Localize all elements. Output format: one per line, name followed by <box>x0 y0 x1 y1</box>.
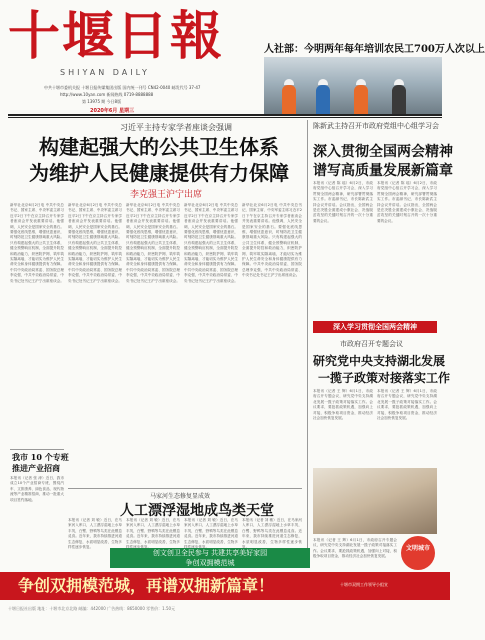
main-story-column: 新华社北京6月2日电 中共中央总书记、国家主席、中央军委主席习近平2日下午在京主持召开专家学者座谈会并发表重要讲话。他强调，人民安全是国家安全的基石。要强化底线思维，增强忧患意识，时刻防范卫生健康领域重大风险。只有构建起强大的公共卫生体系，健全预警响应机制，全面提升防控和救治能力，织密防护网、筑牢筑实隔离墙，才能切实为维护人民生命安全和身体健康提供有力保障。中共中央政治局常委、国务院总理李克强，中共中央政治局常委、中央书记处书记王沪宁出席座谈会。 <box>126 203 180 283</box>
right-story2-headline-line2: 一揽子政策对接落实工作 <box>318 371 451 385</box>
main-story-byline: 李克强王沪宁出席 <box>130 190 203 200</box>
main-story-column: 新华社北京6月2日电 中共中央总书记、国家主席、中央军委主席习近平2日下午在京主持召开专家学者座谈会并发表重要讲话。他强调，人民安全是国家安全的基石。要强化底线思维，增强忧患意识，时刻防范卫生健康领域重大风险。只有构建起强大的公共卫生体系，健全预警响应机制，全面提升防控和救治能力，织密防护网、筑牢筑实隔离墙，才能切实为维护人民生命安全和身体健康提供有力保障。中共中央政治局常委、国务院总理李克强，中共中央政治局常委、中央书记处书记王沪宁出席座谈会。 <box>242 203 302 278</box>
right-story2-column: 本报讯（记者 王 辉）6月1日，市政府召开专题会议，研究党中央支持湖北发展一揽子政策对接落实工作。会议要求，要抢抓政策机遇，加强向上对接，积极争取项目资金，推动经济社会加快恢复发展。 <box>313 389 373 421</box>
right-story1-headline-line2: 谱写高质量发展新篇章 <box>313 163 453 179</box>
masthead-meta-line: 第 13975 期 今日8版 <box>82 99 122 104</box>
left-story-rule <box>10 449 64 450</box>
main-story-column: 新华社北京6月2日电 中共中央总书记、国家主席、中央军委主席习近平2日下午在京主持召开专家学者座谈会并发表重要讲话。他强调，人民安全是国家安全的基石。要强化底线思维，增强忧患意识，时刻防范卫生健康领域重大风险。只有构建起强大的公共卫生体系，健全预警响应机制，全面提升防控和救治能力，织密防护网、筑牢筑实隔离墙，才能切实为维护人民生命安全和身体健康提供有力保障。中共中央政治局常委、国务院总理李克强，中共中央政治局常委、中央书记处书记王沪宁出席座谈会。 <box>184 203 238 283</box>
left-story-column: 本报讯（记者 张 涛）近日，我市成立10个产业招商专班，围绕汽车、文旅康养、绿色食品、现代物流等产业精准招商，推动一批重大项目签约落地。 <box>10 476 64 502</box>
masthead-meta-line: 中共十堰市委机关报 十堰日报传媒集团出版 国内统一刊号 CN42-0040 邮发代号 37-47 <box>44 85 201 90</box>
right-story1-kicker: 陈新武主持召开市政府党组中心组学习会 <box>313 122 439 130</box>
left-story-headline-line1: 我市 10 个专班 <box>12 452 69 462</box>
right-story2-photo <box>313 468 437 534</box>
bottom-banner-credit: 十堰市双拥工作领导小组宣 <box>340 582 388 587</box>
bottom-story-column: 本报讯（记者 刘 敏）近日，在马家河入库口，人工漂浮湿地上水草丰茂，白鹭、野鸭等鸟类在此栖息觅食。近年来，我市持续推进河道生态修复，水质明显改善，生物多样性逐步恢 <box>242 518 302 544</box>
right-story1-column: 本报讯（记者 陈 瑶）6月2日，市政府党组中心组召开学习会，深入学习贯彻全国两会精神，研究部署贯彻落实工作。市委副书记、市长陈新武主持会议并讲话。会议指出，全国两会是在决胜全面建成小康社会、决战脱贫攻坚的关键时刻召开的一次十分重要的会议。 <box>313 181 373 223</box>
main-story-headline-line2: 为维护人民健康提供有力保障 <box>29 161 289 185</box>
column-divider <box>307 120 308 550</box>
top-story-photo <box>264 57 442 115</box>
civilized-city-lantern-graphic: 文明城市 <box>401 536 435 570</box>
page-footer: 十堰日报社出版 地址：十堰市北京北路 邮编：442000 广告热线：8650000 零售价：1.50元 <box>8 606 176 611</box>
slogan-line: 创文创卫全民参与 共建共享美好家园 <box>152 549 268 557</box>
right-story2-headline-line1: 研究党中央支持湖北发展 <box>313 354 446 368</box>
bottom-story-kicker: 马家河生态修复显成效 <box>150 493 211 500</box>
main-story-column: 新华社北京6月2日电 中共中央总书记、国家主席、中央军委主席习近平2日下午在京主持召开专家学者座谈会并发表重要讲话。他强调，人民安全是国家安全的基石。要强化底线思维，增强忧患意识，时刻防范卫生健康领域重大风险。只有构建起强大的公共卫生体系，健全预警响应机制，全面提升防控和救治能力，织密防护网、筑牢筑实隔离墙，才能切实为维护人民生命安全和身体健康提供有力保障。中共中央政治局常委、国务院总理李克强，中共中央政治局常委、中央书记处书记王沪宁出席座谈会。 <box>10 203 64 283</box>
main-story-column: 新华社北京6月2日电 中共中央总书记、国家主席、中央军委主席习近平2日下午在京主持召开专家学者座谈会并发表重要讲话。他强调，人民安全是国家安全的基石。要强化底线思维，增强忧患意识，时刻防范卫生健康领域重大风险。只有构建起强大的公共卫生体系，健全预警响应机制，全面提升防控和救治能力，织密防护网、筑牢筑实隔离墙，才能切实为维护人民生命安全和身体健康提供有力保障。中共中央政治局常委、国务院总理李克强，中共中央政治局常委、中央书记处书记王沪宁出席座谈会。 <box>68 203 122 283</box>
masthead-rule <box>8 114 442 116</box>
masthead-meta-line: http://www.10yan.com 新闻热线 0719-8888888 <box>60 92 154 97</box>
masthead-title: 十堰日報 <box>8 6 225 67</box>
bottom-story-headline: 人工漂浮湿地成鸟类天堂 <box>120 503 274 519</box>
issue-date: 2020年6月 星期三 <box>90 108 135 114</box>
right-story1-column: 本报讯（记者 陈 瑶）6月2日，市政府党组中心组召开学习会，深入学习贯彻全国两会精神，研究部署贯彻落实工作。市委副书记、市长陈新武主持会议并讲话。会议指出，全国两会是在决胜全面建成小康社会、决战脱贫攻坚的关键时刻召开的一次十分重要的会议。 <box>377 181 437 223</box>
right-story2-column: 本报讯（记者 王 辉）6月1日，市政府召开专题会议，研究党中央支持湖北发展一揽子政策对接落实工作。会议要求，要抢抓政策机遇，加强向上对接，积极争取项目资金，推动经济社会加快恢复发展。 <box>377 389 437 421</box>
top-story-headline: 人社部：今明两年每年培训农民工700万人次以上 <box>264 44 485 55</box>
bottom-story-column: 本报讯（记者 刘 敏）近日，在马家河入库口，人工漂浮湿地上水草丰茂，白鹭、野鸭等鸟类在此栖息觅食。近年来，我市持续推进河道生态修复，水质明显改善，生物多样性逐步恢复。 <box>68 518 122 550</box>
left-story-headline-line2: 推进产业招商 <box>12 463 60 473</box>
bottom-story-column: 本报讯（记者 刘 敏）近日，在马家河入库口，人工漂浮湿地上水草丰茂，白鹭、野鸭等鸟类在此栖息觅食。近年来，我市持续推进河道生态修复，水质明显改善，生物多 <box>126 518 180 544</box>
masthead-pinyin: SHIYAN DAILY <box>60 68 150 77</box>
main-story-headline-line1: 构建起强大的公共卫生体系 <box>39 135 279 159</box>
public-service-slogan-band <box>110 548 310 568</box>
theme-banner-strip: 深入学习贯彻全国两会精神 <box>313 321 437 333</box>
right-story2-kicker: 市政府召开专题会议 <box>340 340 403 348</box>
main-story-kicker: 习近平主持专家学者座谈会强调 <box>120 123 232 132</box>
photo-caption: 本报讯（记者 王 辉）6月1日，市政府召开专题会议，研究党中央支持湖北发展一揽子政策对接落实工作。会议要求，要抢抓政策机遇，加强向上对接，积极争取项目资金，推动经济社会加快恢复发展。 <box>313 538 397 559</box>
masthead-rule-thin <box>8 117 442 118</box>
right-story1-headline-line1: 深入贯彻全国两会精神 <box>313 144 453 160</box>
slogan-line: 争创双拥模范城 <box>185 559 235 567</box>
bottom-story-rule <box>68 488 302 489</box>
bottom-banner-slogan: 争创双拥模范城，再谱双拥新篇章！ <box>18 576 275 595</box>
bottom-story-column: 本报讯（记者 刘 敏）近日，在马家河入库口，人工漂浮湿地上水草丰茂，白鹭、野鸭等鸟类在此栖息觅食。近年来，我市持续推进河道生态修复，水质明显改善，生物多 <box>184 518 238 544</box>
